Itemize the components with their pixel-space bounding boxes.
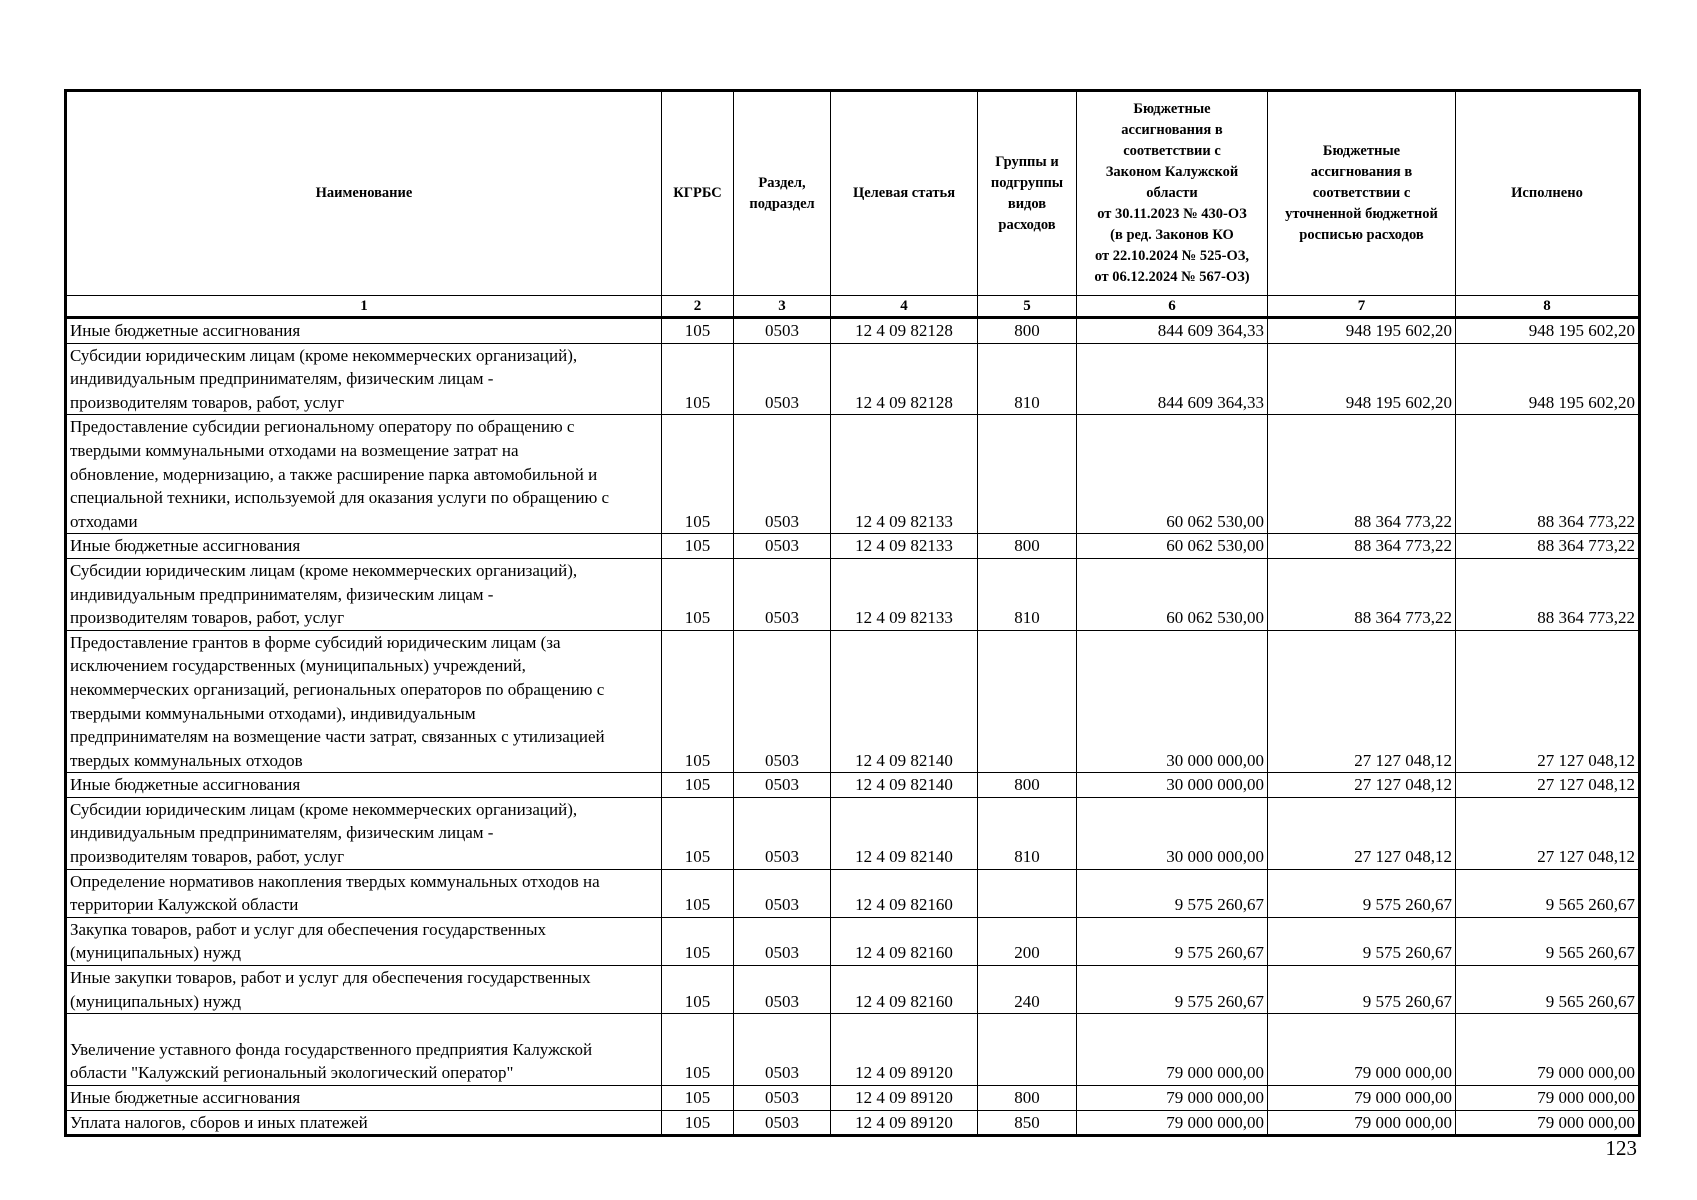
header-kgrbs: КГРБС xyxy=(662,91,734,296)
cell-expense-group: 200 xyxy=(978,917,1077,965)
table-row xyxy=(66,869,1640,917)
column-number: 6 xyxy=(1077,296,1268,318)
cell-target-article: 12 4 09 82128 xyxy=(831,343,978,415)
table-body xyxy=(66,318,1640,1136)
column-number: 5 xyxy=(978,296,1077,318)
budget-table xyxy=(64,89,1641,1137)
cell-law-allocation: 844 609 364,33 xyxy=(1077,343,1268,415)
cell-name: Иные закупки товаров, работ и услуг для обеспечения государственных (муниципальных) нужд xyxy=(66,966,662,1014)
cell-kgrbs: 105 xyxy=(662,966,734,1014)
table-row xyxy=(66,773,1640,798)
cell-executed: 88 364 773,22 xyxy=(1456,558,1640,630)
cell-law-allocation: 79 000 000,00 xyxy=(1077,1014,1268,1086)
cell-expense-group xyxy=(978,869,1077,917)
table-header xyxy=(66,91,1640,318)
cell-law-allocation: 60 062 530,00 xyxy=(1077,415,1268,534)
table-row xyxy=(66,343,1640,415)
cell-law-allocation: 9 575 260,67 xyxy=(1077,966,1268,1014)
cell-target-article: 12 4 09 89120 xyxy=(831,1014,978,1086)
cell-refined-allocation: 27 127 048,12 xyxy=(1268,773,1456,798)
cell-name: Предоставление грантов в форме субсидий юридическим лицам (за исключением государственных (муниципальных) учреждений, некоммерческих организаций, региональных операторов по обращению с твердыми коммунальными отходами), индивидуальным предпринимателям на возмещение части затрат, связанных с утилизацией твердых коммунальных отходов xyxy=(66,630,662,773)
cell-executed: 79 000 000,00 xyxy=(1456,1110,1640,1136)
cell-executed: 79 000 000,00 xyxy=(1456,1014,1640,1086)
cell-refined-allocation: 9 575 260,67 xyxy=(1268,869,1456,917)
cell-name: Субсидии юридическим лицам (кроме некоммерческих организаций), индивидуальным предпринимателям, физическим лицам - производителям товаров, работ, услуг xyxy=(66,558,662,630)
cell-refined-allocation: 88 364 773,22 xyxy=(1268,534,1456,559)
cell-law-allocation: 844 609 364,33 xyxy=(1077,318,1268,344)
table-row xyxy=(66,558,1640,630)
header-refined-allocation: Бюджетные ассигнования в соответствии с уточненной бюджетной росписью расходов xyxy=(1268,91,1456,296)
cell-executed: 27 127 048,12 xyxy=(1456,630,1640,773)
cell-section: 0503 xyxy=(734,1086,831,1111)
cell-executed: 9 565 260,67 xyxy=(1456,966,1640,1014)
cell-target-article: 12 4 09 82140 xyxy=(831,797,978,869)
cell-refined-allocation: 27 127 048,12 xyxy=(1268,797,1456,869)
column-number: 2 xyxy=(662,296,734,318)
cell-target-article: 12 4 09 82140 xyxy=(831,773,978,798)
cell-executed: 88 364 773,22 xyxy=(1456,415,1640,534)
cell-refined-allocation: 9 575 260,67 xyxy=(1268,917,1456,965)
column-number-row xyxy=(66,296,1640,318)
cell-expense-group: 240 xyxy=(978,966,1077,1014)
cell-executed: 27 127 048,12 xyxy=(1456,773,1640,798)
column-number: 8 xyxy=(1456,296,1640,318)
cell-name: Субсидии юридическим лицам (кроме некоммерческих организаций), индивидуальным предпринимателям, физическим лицам - производителям товаров, работ, услуг xyxy=(66,797,662,869)
header-law-allocation: Бюджетные ассигнования в соответствии с Законом Калужской области от 30.11.2023 № 430-ОЗ (в ред. Законов КО от 22.10.2024 № 525-ОЗ, от 06.12.2024 № 567-ОЗ) xyxy=(1077,91,1268,296)
cell-kgrbs: 105 xyxy=(662,1014,734,1086)
cell-expense-group xyxy=(978,415,1077,534)
cell-law-allocation: 30 000 000,00 xyxy=(1077,797,1268,869)
header-section: Раздел, подраздел xyxy=(734,91,831,296)
cell-executed: 9 565 260,67 xyxy=(1456,869,1640,917)
cell-target-article: 12 4 09 82128 xyxy=(831,318,978,344)
cell-law-allocation: 9 575 260,67 xyxy=(1077,917,1268,965)
cell-section: 0503 xyxy=(734,630,831,773)
cell-law-allocation: 60 062 530,00 xyxy=(1077,558,1268,630)
table-row xyxy=(66,318,1640,344)
cell-kgrbs: 105 xyxy=(662,869,734,917)
table-row xyxy=(66,797,1640,869)
cell-refined-allocation: 948 195 602,20 xyxy=(1268,343,1456,415)
header-executed: Исполнено xyxy=(1456,91,1640,296)
cell-section: 0503 xyxy=(734,534,831,559)
cell-law-allocation: 60 062 530,00 xyxy=(1077,534,1268,559)
cell-target-article: 12 4 09 82160 xyxy=(831,966,978,1014)
cell-executed: 27 127 048,12 xyxy=(1456,797,1640,869)
cell-kgrbs: 105 xyxy=(662,797,734,869)
cell-refined-allocation: 79 000 000,00 xyxy=(1268,1086,1456,1111)
cell-executed: 948 195 602,20 xyxy=(1456,343,1640,415)
cell-section: 0503 xyxy=(734,797,831,869)
column-number: 1 xyxy=(66,296,662,318)
cell-kgrbs: 105 xyxy=(662,343,734,415)
cell-refined-allocation: 9 575 260,67 xyxy=(1268,966,1456,1014)
cell-section: 0503 xyxy=(734,558,831,630)
cell-kgrbs: 105 xyxy=(662,917,734,965)
cell-law-allocation: 30 000 000,00 xyxy=(1077,773,1268,798)
cell-section: 0503 xyxy=(734,773,831,798)
cell-refined-allocation: 88 364 773,22 xyxy=(1268,415,1456,534)
cell-kgrbs: 105 xyxy=(662,534,734,559)
cell-refined-allocation: 27 127 048,12 xyxy=(1268,630,1456,773)
cell-expense-group: 800 xyxy=(978,1086,1077,1111)
cell-kgrbs: 105 xyxy=(662,558,734,630)
cell-expense-group xyxy=(978,1014,1077,1086)
cell-section: 0503 xyxy=(734,966,831,1014)
column-number: 3 xyxy=(734,296,831,318)
header-name: Наименование xyxy=(66,91,662,296)
cell-section: 0503 xyxy=(734,1110,831,1136)
cell-name: Предоставление субсидии региональному оператору по обращению с твердыми коммунальными отходами на возмещение затрат на обновление, модернизацию, а также расширение парка автомобильной и специальной техники, используемой для оказания услуги по обращению с отходами xyxy=(66,415,662,534)
table-row xyxy=(66,1110,1640,1136)
column-number: 7 xyxy=(1268,296,1456,318)
cell-executed: 79 000 000,00 xyxy=(1456,1086,1640,1111)
cell-name: Увеличение уставного фонда государственного предприятия Калужской области "Калужский региональный экологический оператор" xyxy=(66,1014,662,1086)
table-row xyxy=(66,966,1640,1014)
cell-section: 0503 xyxy=(734,917,831,965)
cell-kgrbs: 105 xyxy=(662,773,734,798)
cell-target-article: 12 4 09 89120 xyxy=(831,1086,978,1111)
cell-name: Иные бюджетные ассигнования xyxy=(66,1086,662,1111)
cell-section: 0503 xyxy=(734,1014,831,1086)
cell-executed: 9 565 260,67 xyxy=(1456,917,1640,965)
cell-expense-group: 810 xyxy=(978,343,1077,415)
cell-kgrbs: 105 xyxy=(662,630,734,773)
cell-expense-group: 800 xyxy=(978,318,1077,344)
cell-kgrbs: 105 xyxy=(662,1110,734,1136)
header-row xyxy=(66,91,1640,296)
cell-name: Уплата налогов, сборов и иных платежей xyxy=(66,1110,662,1136)
cell-expense-group: 800 xyxy=(978,534,1077,559)
cell-section: 0503 xyxy=(734,415,831,534)
cell-executed: 948 195 602,20 xyxy=(1456,318,1640,344)
table-row xyxy=(66,1086,1640,1111)
cell-expense-group: 810 xyxy=(978,797,1077,869)
cell-law-allocation: 79 000 000,00 xyxy=(1077,1110,1268,1136)
page-number: 123 xyxy=(1605,1136,1637,1160)
cell-expense-group xyxy=(978,630,1077,773)
cell-section: 0503 xyxy=(734,869,831,917)
cell-refined-allocation: 948 195 602,20 xyxy=(1268,318,1456,344)
table-row xyxy=(66,415,1640,534)
table-row xyxy=(66,534,1640,559)
cell-section: 0503 xyxy=(734,343,831,415)
cell-executed: 88 364 773,22 xyxy=(1456,534,1640,559)
cell-kgrbs: 105 xyxy=(662,1086,734,1111)
header-expense-group: Группы и подгруппы видов расходов xyxy=(978,91,1077,296)
cell-target-article: 12 4 09 82140 xyxy=(831,630,978,773)
cell-name: Закупка товаров, работ и услуг для обеспечения государственных (муниципальных) нужд xyxy=(66,917,662,965)
header-target-article: Целевая статья xyxy=(831,91,978,296)
cell-target-article: 12 4 09 82133 xyxy=(831,415,978,534)
cell-target-article: 12 4 09 89120 xyxy=(831,1110,978,1136)
cell-name: Иные бюджетные ассигнования xyxy=(66,534,662,559)
table-row xyxy=(66,630,1640,773)
cell-target-article: 12 4 09 82160 xyxy=(831,869,978,917)
cell-target-article: 12 4 09 82160 xyxy=(831,917,978,965)
cell-name: Определение нормативов накопления твердых коммунальных отходов на территории Калужской области xyxy=(66,869,662,917)
column-number: 4 xyxy=(831,296,978,318)
cell-kgrbs: 105 xyxy=(662,318,734,344)
cell-refined-allocation: 88 364 773,22 xyxy=(1268,558,1456,630)
cell-expense-group: 800 xyxy=(978,773,1077,798)
cell-refined-allocation: 79 000 000,00 xyxy=(1268,1110,1456,1136)
table-row xyxy=(66,917,1640,965)
cell-name: Иные бюджетные ассигнования xyxy=(66,773,662,798)
cell-law-allocation: 30 000 000,00 xyxy=(1077,630,1268,773)
cell-name: Субсидии юридическим лицам (кроме некоммерческих организаций), индивидуальным предпринимателям, физическим лицам - производителям товаров, работ, услуг xyxy=(66,343,662,415)
cell-target-article: 12 4 09 82133 xyxy=(831,534,978,559)
cell-refined-allocation: 79 000 000,00 xyxy=(1268,1014,1456,1086)
cell-expense-group: 850 xyxy=(978,1110,1077,1136)
table-row xyxy=(66,1014,1640,1086)
cell-target-article: 12 4 09 82133 xyxy=(831,558,978,630)
cell-expense-group: 810 xyxy=(978,558,1077,630)
cell-kgrbs: 105 xyxy=(662,415,734,534)
cell-section: 0503 xyxy=(734,318,831,344)
cell-law-allocation: 79 000 000,00 xyxy=(1077,1086,1268,1111)
cell-name: Иные бюджетные ассигнования xyxy=(66,318,662,344)
cell-law-allocation: 9 575 260,67 xyxy=(1077,869,1268,917)
